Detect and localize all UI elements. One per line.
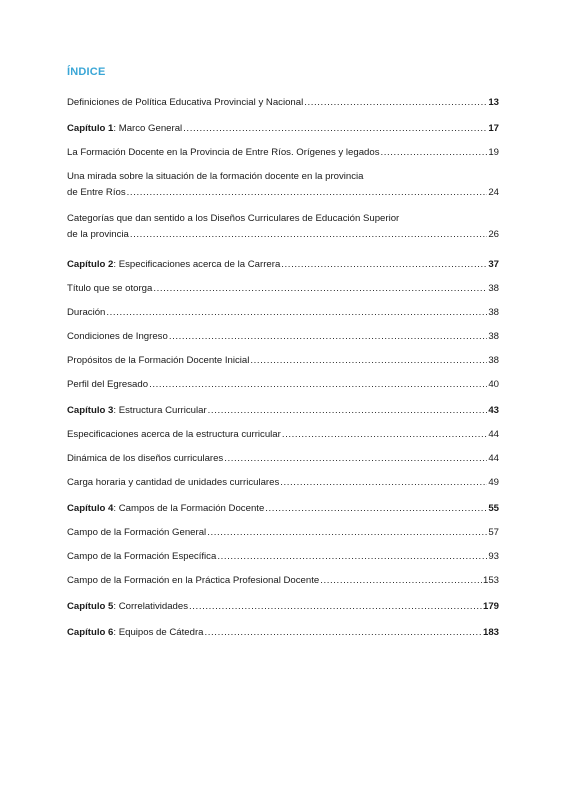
- toc-chapter-entry[interactable]: [67, 257, 499, 273]
- dot-leader: [208, 403, 488, 419]
- chapter-title: : Equipos de Cátedra: [113, 627, 204, 638]
- toc-entry-label: Duración: [67, 307, 106, 318]
- chapter-number: Capítulo 6: [67, 627, 114, 638]
- toc-entry[interactable]: [67, 451, 499, 467]
- toc-entry[interactable]: [67, 427, 499, 443]
- toc-entry-label: [67, 121, 182, 137]
- toc-entry-page: 38: [488, 307, 499, 318]
- toc-entry-label: [67, 403, 207, 419]
- toc-entry[interactable]: [67, 281, 499, 297]
- dot-leader: [153, 281, 487, 297]
- chapter-number: Capítulo 1: [67, 123, 114, 134]
- toc-entry[interactable]: [67, 329, 499, 345]
- chapter-number: Capítulo 4: [67, 503, 114, 514]
- dot-leader: [224, 451, 487, 467]
- toc-entry-page: 44: [488, 429, 499, 440]
- toc-chapter-entry[interactable]: [67, 403, 499, 419]
- toc-entry-page: 17: [488, 123, 499, 134]
- dot-leader: [149, 377, 487, 393]
- toc-entry-label: de la provincia: [67, 229, 129, 240]
- dot-leader: [381, 145, 488, 161]
- toc-entry[interactable]: [67, 95, 499, 111]
- toc-chapter-entry[interactable]: [67, 599, 499, 615]
- toc-entry-page: 55: [488, 503, 499, 514]
- dot-leader: [250, 353, 487, 369]
- toc-entry-label: La Formación Docente en la Provincia de Entre Ríos. Orígenes y legados: [67, 147, 380, 158]
- toc-entry-label: Título que se otorga: [67, 283, 153, 294]
- toc-entry-label: Condiciones de Ingreso: [67, 331, 168, 342]
- dot-leader: [281, 257, 487, 273]
- dot-leader: [280, 475, 487, 491]
- toc-entry-label: Definiciones de Política Educativa Provincial y Nacional: [67, 97, 304, 108]
- toc-entry-label: Dinámica de los diseños curriculares: [67, 453, 224, 464]
- dot-leader: [207, 525, 487, 541]
- toc-chapter-entry[interactable]: [67, 625, 499, 641]
- dot-leader: [106, 305, 487, 321]
- toc-entry-label: Perfil del Egresado: [67, 379, 149, 390]
- toc-entry-page: 26: [488, 229, 499, 240]
- toc-entry[interactable]: [67, 145, 499, 161]
- toc-entry-label: Especificaciones acerca de la estructura curricular: [67, 429, 281, 440]
- chapter-number: Capítulo 5: [67, 601, 114, 612]
- toc-entry-label: [67, 625, 204, 641]
- toc-entry-label: [67, 599, 188, 615]
- toc-entry-page: 24: [488, 187, 499, 198]
- toc-entry-page: 153: [482, 575, 499, 586]
- dot-leader: [130, 227, 487, 243]
- toc-entry[interactable]: [67, 525, 499, 541]
- toc-entry-label: [67, 257, 280, 273]
- toc-entry-page: 38: [488, 283, 499, 294]
- toc-entry-page: 19: [488, 147, 499, 158]
- dot-leader: [189, 599, 482, 615]
- chapter-title: : Marco General: [113, 123, 183, 134]
- toc-entry-page: 38: [488, 331, 499, 342]
- toc-entry[interactable]: [67, 377, 499, 393]
- toc-entry-page: 49: [488, 477, 499, 488]
- chapter-number: Capítulo 2: [67, 259, 114, 270]
- toc-entry-label: Campo de la Formación en la Práctica Profesional Docente: [67, 575, 320, 586]
- chapter-title: : Especificaciones acerca de la Carrera: [113, 259, 281, 270]
- dot-leader: [265, 501, 487, 517]
- toc-entry[interactable]: [67, 573, 499, 589]
- toc-entry-label: Campo de la Formación General: [67, 527, 207, 538]
- toc-entry[interactable]: [67, 353, 499, 369]
- toc-entry[interactable]: [67, 549, 499, 565]
- dot-leader: [304, 95, 487, 111]
- toc-entry-label: [67, 501, 264, 517]
- toc-entry-page: 44: [488, 453, 499, 464]
- dot-leader: [205, 625, 482, 641]
- toc-entry-label: Campo de la Formación Específica: [67, 551, 217, 562]
- dot-leader: [282, 427, 488, 443]
- toc-entry-page: 38: [488, 355, 499, 366]
- dot-leader: [169, 329, 488, 345]
- chapter-title: : Correlatividades: [113, 601, 189, 612]
- toc-entry-page: 40: [488, 379, 499, 390]
- toc-entry[interactable]: [67, 169, 499, 201]
- toc-entry-label: Propósitos de la Formación Docente Inicial: [67, 355, 250, 366]
- toc-entry[interactable]: [67, 211, 499, 243]
- toc-entry-page: 179: [482, 601, 499, 612]
- toc-chapter-entry[interactable]: [67, 501, 499, 517]
- toc-entry-label: de Entre Ríos: [67, 187, 126, 198]
- toc-entry-page: 93: [488, 551, 499, 562]
- toc-chapter-entry[interactable]: [67, 121, 499, 137]
- toc-entry-label: Carga horaria y cantidad de unidades curriculares: [67, 477, 280, 488]
- toc-entry-page: 57: [488, 527, 499, 538]
- dot-leader: [320, 573, 482, 589]
- toc-entry-page: 43: [488, 405, 499, 416]
- toc-entry-label-line1: Categorías que dan sentido a los Diseños Curriculares de Educación Superior: [67, 213, 400, 224]
- toc-entry-label-line1: Una mirada sobre la situación de la formación docente en la provincia: [67, 171, 364, 182]
- dot-leader: [183, 121, 487, 137]
- toc-entry-page: 37: [488, 259, 499, 270]
- toc-entry-page: 183: [482, 627, 499, 638]
- chapter-number: Capítulo 3: [67, 405, 114, 416]
- toc-entry[interactable]: [67, 475, 499, 491]
- dot-leader: [217, 549, 487, 565]
- chapter-title: : Campos de la Formación Docente: [113, 503, 265, 514]
- index-title: ÍNDICE: [67, 66, 106, 78]
- chapter-title: : Estructura Curricular: [113, 405, 207, 416]
- toc-entry-page: 13: [488, 97, 499, 108]
- toc-entry[interactable]: [67, 305, 499, 321]
- dot-leader: [127, 185, 488, 201]
